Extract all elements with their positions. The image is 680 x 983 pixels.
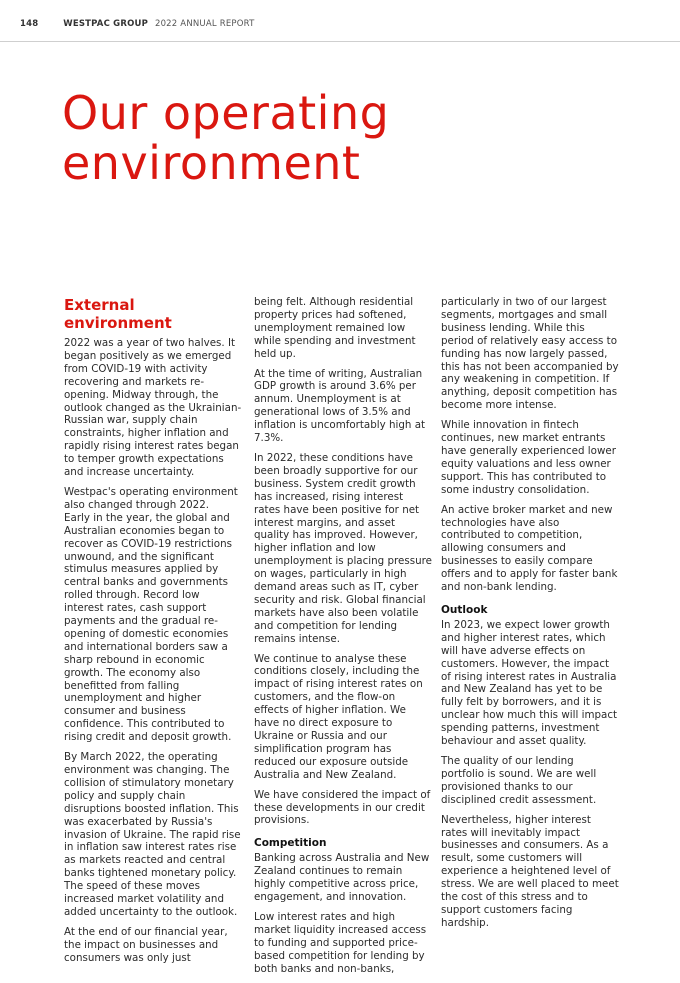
section-heading-outlook: Outlook <box>441 603 488 616</box>
column-1 <box>64 296 242 972</box>
paragraph: Westpac's operating environment also changed through 2022. <box>64 485 238 511</box>
company-name: WESTPAC GROUP <box>63 19 149 29</box>
page-header <box>20 19 680 29</box>
paragraph: Banking across Australia and New Zealand continues to remain highly competitive across price, engagement, and innovation. <box>254 852 430 904</box>
paragraph: We have considered the impact of these developments in our credit provisions. <box>254 788 431 827</box>
section-heading-external-environment: External environment <box>64 296 172 332</box>
column-3 <box>441 296 619 937</box>
paragraph: Low interest rates and high market liquidity increased access to funding and supported price-based competition for lending by both banks and non-banks, <box>254 910 427 975</box>
paragraph: The quality of our lending portfolio is sound. We are well provisioned thanks to our disciplined credit assessment. <box>441 755 597 806</box>
paragraph: being felt. Although residential property prices had softened, unemployment remained low while spending and investment held up. <box>254 296 416 360</box>
paragraph: In 2023, we expect lower growth and higher interest rates, which will have adverse effects on customers. However, the impact of rising interest rates in Australia and New Zealand has yet to be fully felt by borrowers, and it is unclear how much this will impact spending patterns, investment behaviour and asset quality. <box>441 618 618 748</box>
paragraph: In 2022, these conditions have been broadly supportive for our business. System credit growth has increased, rising interest rates have been positive for net interest margins, and asset quality has improved. However, higher inflation and low unemployment is placing pressure on wages, particularly in high demand areas such as IT, cyber security and risk. Global financial markets have also been volatile and competition for lending remains intense. <box>254 451 432 645</box>
paragraph: At the time of writing, Australian GDP growth is around 3.6% per annum. Unemployment is at generational lows of 3.5% and inflation is uncomfortably high at 7.3%. <box>254 367 426 445</box>
page-title-line-2: environment <box>62 136 361 190</box>
page-title <box>62 88 389 188</box>
paragraph: Nevertheless, higher interest rates will inevitably impact businesses and consumers. As a result, some customers will experience a heightened level of stress. We are well placed to meet the cost of this stress and to support customers facing hardship. <box>441 813 619 929</box>
page-number: 148 <box>20 19 39 29</box>
page-title-line-1: Our operating <box>62 86 390 140</box>
paragraph: 2022 was a year of two halves. It began positively as we emerged from COVID-19 with activity recovering and markets re-opening. Midway through, the outlook changed as the Ukrainian-Russian war, supply chain constraints, higher inflation and rapidly rising interest rates began to temper growth expectations and increase uncertainty. <box>64 337 242 479</box>
report-name: 2022 ANNUAL REPORT <box>154 19 255 29</box>
paragraph: While innovation in fintech continues, new market entrants have generally experienced lower equity valuations and less owner support. This has contributed to some industry consolidation. <box>441 419 616 496</box>
paragraph: particularly in two of our largest segments, mortgages and small business lending. While this period of relatively easy access to funding has now largely passed, this has not been accompanied by any weakening in competition. If anything, deposit competition has become more intense. <box>441 296 619 412</box>
paragraph: An active broker market and new technologies have also contributed to competition, allowing consumers and businesses to easily compare offers and to apply for faster bank and non-bank lending. <box>441 503 618 594</box>
paragraph: We continue to analyse these conditions closely, including the impact of rising interest rates on customers, and the flow-on effects of higher inflation. We have no direct exposure to Ukraine or Russia and our simplification program has reduced our exposure outside Australia and New Zealand. <box>254 652 423 781</box>
paragraph: Early in the year, the global and Australian economies began to recover as COVID-19 restrictions unwound, and the significant stimulus measures applied by central banks and governments rolled through. Record low interest rates, cash support payments and the gradual re-opening of domestic economies and international borders saw a sharp rebound in economic growth. The economy also benefitted from falling unemployment and higher consumer and business confidence. This contributed to rising credit and deposit growth. <box>64 511 232 744</box>
header-divider <box>0 41 680 42</box>
paragraph: By March 2022, the operating environment was changing. The collision of stimulatory monetary policy and supply chain disruptions boosted inflation. This was exacerbated by Russia's invasion of Ukraine. The rapid rise in inflation saw interest rates rise as markets reacted and central banks tightened monetary policy. The speed of these moves increased market volatility and added uncertainty to the outlook. <box>64 751 241 918</box>
section-heading-competition: Competition <box>254 837 327 850</box>
paragraph: At the end of our financial year, the impact on businesses and consumers was only just <box>64 925 228 964</box>
column-2 <box>254 296 432 983</box>
